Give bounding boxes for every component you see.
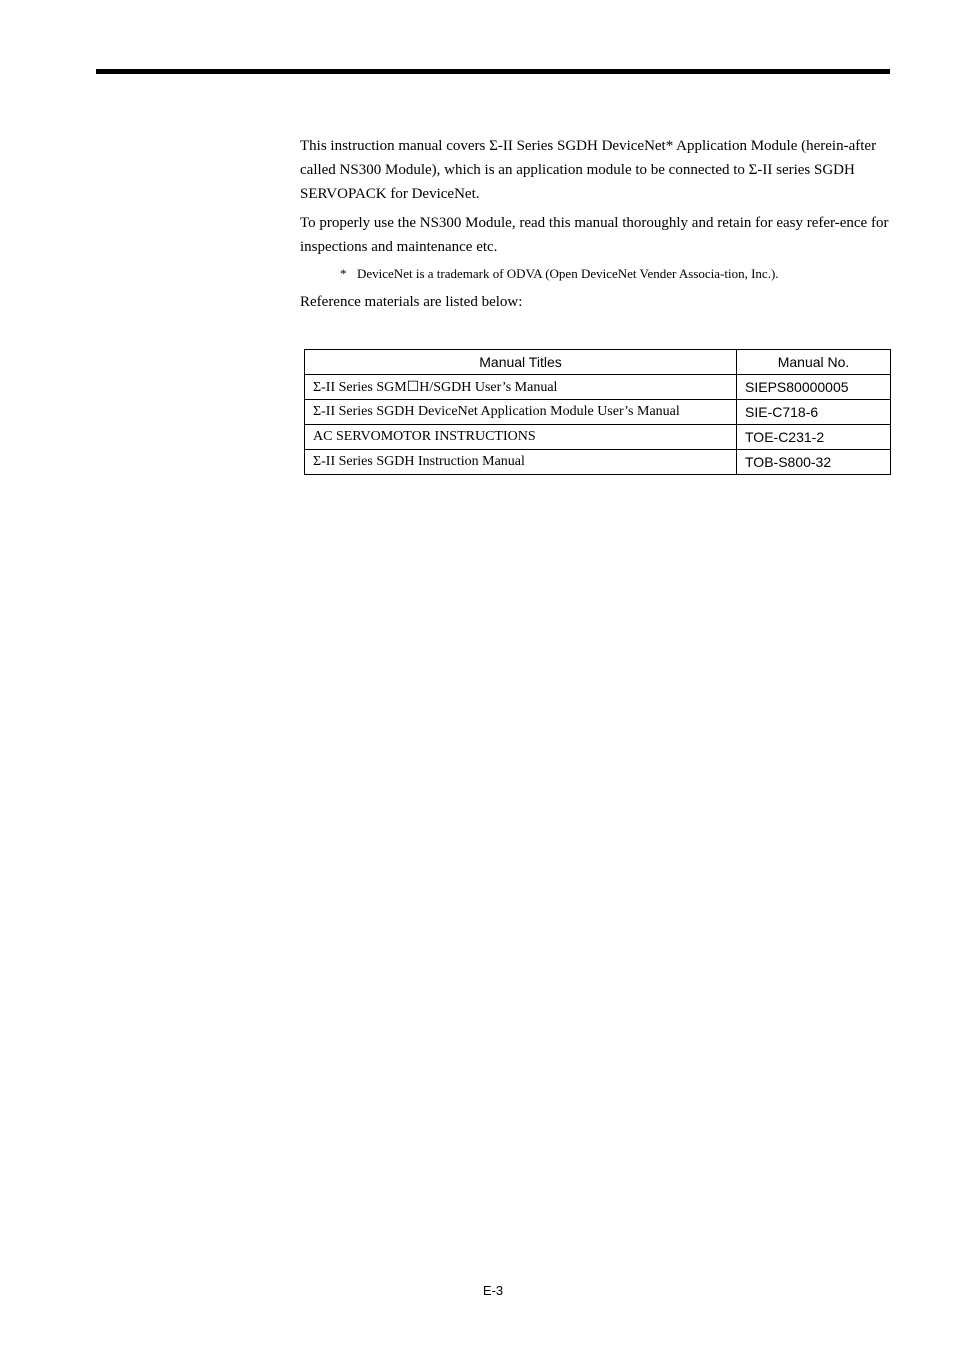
table-row [305,425,891,450]
table-row [305,400,891,425]
header-rule [96,69,890,74]
manual-number-cell: TOB-S800-32 [737,450,891,475]
table-row [305,375,891,400]
header-manual-no: Manual No. [737,350,891,375]
manual-title-cell: AC SERVOMOTOR INSTRUCTIONS [305,425,737,450]
manual-title-cell: Σ-II Series SGDH DeviceNet Application Module User’s Manual [305,400,737,425]
manual-number-cell: SIEPS80000005 [737,375,891,400]
intro-paragraph-1: This instruction manual covers Σ-II Series SGDH DeviceNet* Application Module (herein-after called NS300 Module), which is an application module to be connected to Σ-II series SGDH SERVOPACK for DeviceNet. [300,138,877,202]
page-number: E-3 [482,1283,504,1298]
manual-title-cell: Σ-II Series SGDH Instruction Manual [305,450,737,475]
manual-number-cell: SIE-C718-6 [737,400,891,425]
manual-title-cell: Σ-II Series SGM☐H/SGDH User’s Manual [305,375,737,400]
reference-table [304,349,891,475]
intro-paragraph-2: To properly use the NS300 Module, read this manual thoroughly and retain for easy refer-ence for inspections and maintenance etc. [300,215,889,255]
table-row [305,450,891,475]
header-manual-titles: Manual Titles [305,350,737,375]
footnote-text: DeviceNet is a trademark of ODVA (Open DeviceNet Vender Associa-tion, Inc.). [357,266,779,281]
reference-lead: Reference materials are listed below: [300,294,523,310]
manual-number-cell: TOE-C231-2 [737,425,891,450]
intro-section [300,134,892,319]
table-header-row [305,350,891,375]
trademark-footnote [340,264,787,284]
footnote-mark: * [340,266,347,281]
